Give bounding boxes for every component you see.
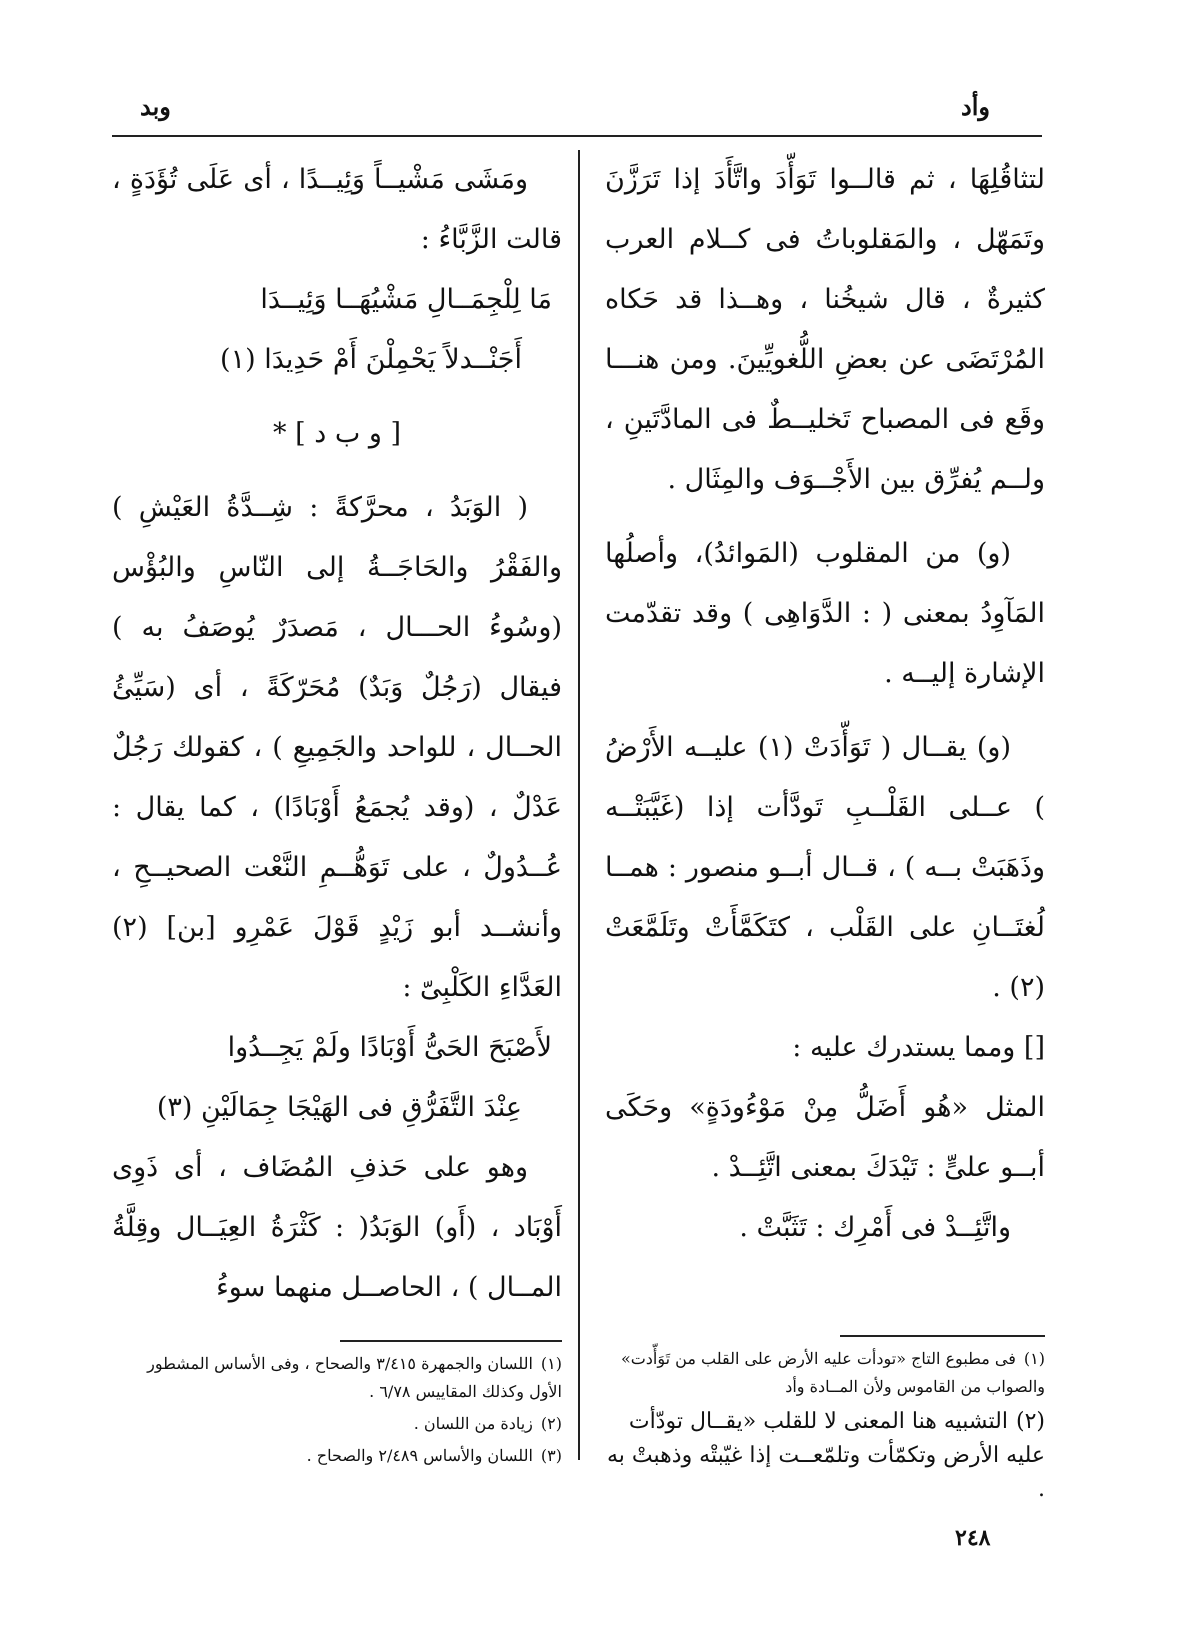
- right-column: [605, 150, 1045, 1258]
- right-paragraph-4: [] ومما يستدرك عليه :: [792, 1032, 1045, 1063]
- footnote-rule-left: [340, 1340, 562, 1342]
- column-divider: [578, 150, 580, 1460]
- footnote-right-2: (٢)التشبيه هنا المعنى لا للقلب «يقــال تودّأت عليه الأرض وتكمّأت وتلمّعــت إذا غيّبتْه وذهبتْ به .: [607, 1409, 1045, 1502]
- right-paragraph-2: (و) من المقلوب (المَوائدُ)، وأصلُها المَآوِدُ بمعنى ( : الدَّوَاهِى ) وقد تقدّمت الإشارة إليــه .: [605, 538, 1045, 689]
- verse-2-line-2: عِنْدَ التَّفَرُّقِ فى الهَيْجَا جِمَالَيْنِ (٣): [156, 1092, 522, 1123]
- left-column: [112, 150, 562, 1318]
- footnote-rule-right: [840, 1335, 1045, 1337]
- running-head-left: وبد: [140, 92, 171, 121]
- right-paragraph-3: (و) يقــال ( تَوَأّدَتْ (١) عليــه الأَرْضُ ) عــلى القَلْــبِ تَودَّأت إذا (غَيَّبَتْــه وذَهَبَتْ بــه ) ، قــال أبــو منصور : همــا لُغتَــانِ على القَلْب ، كتَكَمَّأَتْ وتَلَمَّعَتْ (٢) .: [605, 732, 1045, 1003]
- footnote-left-1: (١)اللسان والجمهرة ٣/٤١٥ والصحاح ، وفى الأساس المشطور الأول وكذلك المقاييس ٦/٧٨ .: [147, 1354, 562, 1401]
- verse-2-line-1: لأَصْبَحَ الحَىُّ أَوْبَادًا ولَمْ يَجِــدُوا: [227, 1032, 552, 1063]
- verse-1-line-1: مَا لِلْجِمَــالِ مَشْيُهَــا وَئِيــدَا: [260, 284, 552, 315]
- right-paragraph-6: واتَّئِــدْ فى أَمْرِك : تَثَبَّتْ .: [739, 1212, 1011, 1243]
- footnote-left-3: (٣)اللسان والأساس ٢/٤٨٩ والصحاح .: [306, 1446, 562, 1465]
- left-intro: ومَشَى مَشْيــاً وَئِيــدًا ، أى عَلَى تُؤَدَةٍ ، قالت الزَّبَّاءُ :: [112, 164, 562, 255]
- footnotes-left: [112, 1350, 562, 1474]
- entry-heading: [ و ب د ] *: [273, 418, 401, 449]
- header-rule: [112, 135, 1042, 137]
- footnote-right-1: (١)فى مطبوع التاج «تودأت عليه الأرض على القلب من تَوَأّدت» والصواب من القاموس ولأن المــادة وأد: [620, 1349, 1045, 1396]
- verse-1-line-2: أَجَنْــدلاً يَحْمِلْنَ أَمْ حَدِيدَا (١): [220, 344, 522, 375]
- footnote-left-2: (٢)زيادة من اللسان .: [413, 1414, 562, 1433]
- right-paragraph-1: لتثاقُلِهَا ، ثم قالــوا تَوَأّدَ واتَّأَدَ إذا تَرَزَّنَ وتَمَهّل ، والمَقلوباتُ فى كــلام العرب كثيرةٌ ، قال شيخُنا ، وهــذا قد حَكاه المُرْتَضَى عن بعضِ اللُّغويِّينَ. ومن هنـــا وقَع فى المصباح تَخليــطٌ فى المادَّتَينِ ، ولــم يُفرِّق بين الأَجْــوَف والمِثَال .: [605, 164, 1045, 495]
- left-paragraph-1: ( الوَبَدُ ، محرَّكةً : شِــدَّةُ العَيْشِ ) والفَقْرُ والحَاجَــةُ إلى النّاسِ والبُؤْس (وسُوءُ الحـــال ، مَصدَرٌ يُوصَفُ به ) فيقال (رَجُلٌ وَبَدٌ) مُحَرّكَةً ، أى (سَيِّئُ الحــال ، للواحد والجَمِيعِ ) ، كقولك رَجُلٌ عَدْلٌ ، (وقد يُجمَعُ أَوْبَادًا) ، كما يقال : عُــدُولٌ ، على تَوَهُّــمِ النَّعْت الصحيــحِ ، وأنشــد أبو زَيْدٍ قَوْلَ عَمْرِو [بن] (٢) العَدَّاءِ الكَلْبِىّ :: [112, 492, 562, 1003]
- left-paragraph-2: وهو على حَذفِ المُضَاف ، أى ذَوِى أَوْبَاد ، (أَو) الوَبَدُ( : كَثْرَةُ العِيَــال وقِلَّةُ المــال ) ، الحاصــل منهما سوءُ: [112, 1152, 562, 1303]
- footnotes-right: [605, 1345, 1045, 1511]
- running-head-right: وأد: [961, 92, 990, 121]
- right-paragraph-5: المثل «هُو أَضَلُّ مِنْ مَوْءُودَةٍ» وحَكَى أبــو علىٍّ : تَيْدَكَ بمعنى اتَّئِــدْ .: [605, 1092, 1045, 1183]
- page-number: ٢٤٨: [955, 1525, 991, 1551]
